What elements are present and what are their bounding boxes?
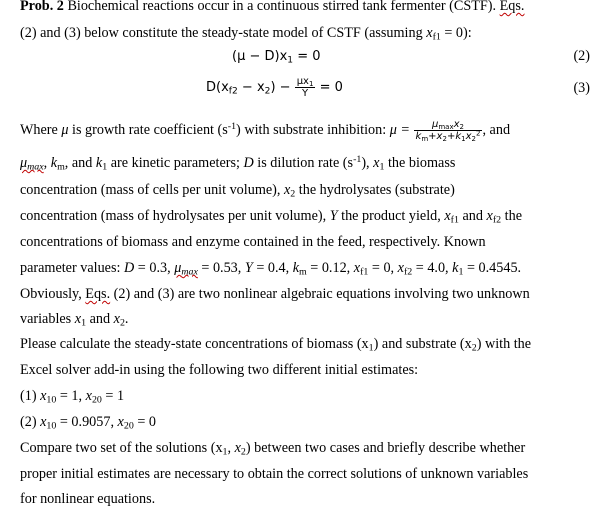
- problem-heading: Prob. 2: [20, 0, 64, 14]
- line-6: concentration (mass of cells per unit volume), $x_2$ the hydrolysates (substrate): [20, 182, 455, 200]
- estimate-1: (1) $x_{10} = 1$, $x_{20} = 1$: [20, 388, 125, 406]
- equation-3: $D(x_{f2} - x_2)$ − $\frac{\mu x_1}{Y}$ = 0: [206, 76, 343, 99]
- intro-line-1: Prob. 2 Biochemical reactions occur in a continuous stirred tank fermenter (CSTF). Eqs.: [20, 0, 525, 14]
- params-line: $\mu_{max}$, $k_m$, and $k_1$ are kinetic parameters; D is dilution rate $(s^{-1})$, $x_1$ the biomass: [20, 154, 456, 173]
- line-7: concentration (mass of hydrolysates per unit volume), Y the product yield, $x_{f1}$ and $x_{f2}$ the: [20, 208, 522, 226]
- equation-2-number: (2): [573, 48, 590, 64]
- growth-rate-fraction: $\frac{\mu_{max}x_2}{k_m+x_2+k_1x_2^2}$: [415, 119, 481, 143]
- line-12: Please calculate the steady-state concentrations of biomass $(x_1)$ and substrate $(x_2)$ with the: [20, 336, 532, 354]
- line-16: Compare two set of the solutions ($x_1$, $x_2$) between two cases and briefly describe whether: [20, 440, 526, 458]
- equation-2: $(\mu - D)x_1 = 0$: [232, 49, 321, 66]
- estimate-2: (2) $x_{10} = 0.9057$, $x_{20} = 0$: [20, 414, 156, 432]
- line-11: variables $x_1$ and $x_2$.: [20, 311, 129, 329]
- intro-line-2: (2) and (3) below constitute the steady-state model of CSTF (assuming $x_{f1} = 0$):: [20, 25, 472, 43]
- line-10: Obviously, Eqs. (2) and (3) are two nonlinear algebraic equations involving two unknown: [20, 286, 530, 302]
- line-17: proper initial estimates are necessary to obtain the correct solutions of unknown variables: [20, 466, 529, 482]
- line-18: for nonlinear equations.: [20, 491, 156, 507]
- line-8: concentrations of biomass and enzyme contained in the feed, respectively. Known: [20, 234, 486, 250]
- equation-3-number: (3): [573, 80, 590, 96]
- where-line: Where μ is growth rate coefficient $(s^{-1})$ with substrate inhibition: μ = $\frac{\mu_{max}x_2}{k_m+x_2+k_1x_2^2}$ , and: [20, 119, 511, 143]
- equation-3-fraction: $\frac{\mu x_1}{Y}$: [296, 76, 314, 99]
- line-13: Excel solver add-in using the following two different initial estimates:: [20, 362, 419, 378]
- line-9: parameter values: D = 0.3, $\mu_{max} = 0.53$, Y = 0.4, $k_m = 0.12$, $x_{f1} = 0$, $x_{f2} = 4.0$, $k_1 = 0.4545$.: [20, 260, 522, 278]
